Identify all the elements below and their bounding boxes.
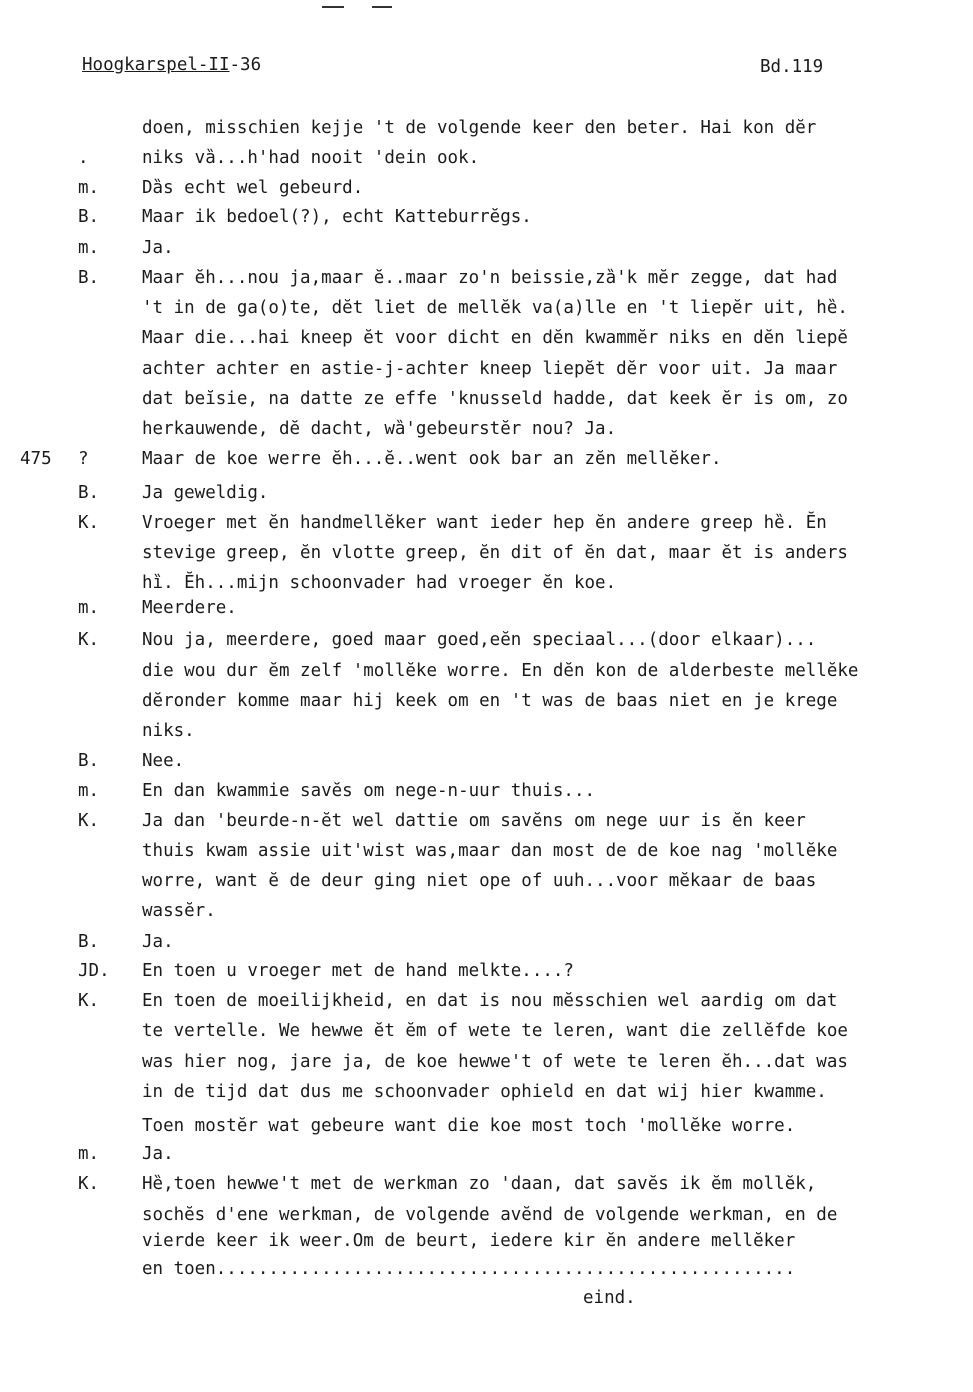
utterance-text: Hȅ,toen hewwe't met de werkman zo 'daan, dat savĕs ik ĕm mollĕk,	[142, 1174, 817, 1194]
speaker-label: B.	[78, 268, 100, 288]
utterance-text: Maar ĕh...nou ja,maar ĕ..maar zo'n beissie,zȁ'k mĕr zegge, dat had	[142, 268, 838, 288]
transcript-line	[0, 389, 973, 413]
transcript-line	[0, 178, 973, 202]
utterance-text: en toen.......................................................	[142, 1259, 796, 1279]
speaker-label: m.	[78, 781, 100, 801]
transcript-line	[0, 513, 973, 537]
transcript-line	[0, 1116, 973, 1140]
speaker-label: K.	[78, 991, 100, 1011]
title-underlined: Hoogkarspel-II	[82, 55, 230, 75]
utterance-text: Ja geweldig.	[142, 483, 269, 503]
utterance-text: Vroeger met ĕn handmellĕker want ieder hep ĕn andere greep hȅ. Ĕn	[142, 513, 827, 533]
transcript-line	[0, 1052, 973, 1076]
speaker-label: K.	[78, 811, 100, 831]
transcript-line	[0, 811, 973, 835]
transcript-line	[0, 1082, 973, 1106]
utterance-text: niks.	[142, 721, 195, 741]
utterance-text: was hier nog, jare ja, de koe hewwe't of wete te leren ĕh...dat was	[142, 1052, 848, 1072]
utterance-text: achter achter en astie-j-achter kneep liepĕt dĕr voor uit. Ja maar	[142, 359, 838, 379]
transcript-line	[0, 1205, 973, 1229]
transcript-line	[0, 871, 973, 895]
transcript-line	[0, 901, 973, 925]
transcript-line	[0, 268, 973, 292]
utterance-text: vierde keer ik weer.Om de beurt, iedere kir ĕn andere mellĕker	[142, 1231, 796, 1251]
utterance-text: Ja.	[142, 932, 174, 952]
utterance-text: worre, want ĕ de deur ging niet ope of uuh...voor mĕkaar de baas	[142, 871, 817, 891]
transcript-line	[0, 721, 973, 745]
utterance-text: in de tijd dat dus me schoonvader ophield en dat wij hier kwamme.	[142, 1082, 827, 1102]
speaker-label: ?	[78, 449, 89, 469]
speaker-label: m.	[78, 178, 100, 198]
utterance-text: sochĕs d'ene werkman, de volgende avĕnd de volgende werkman, en de	[142, 1205, 838, 1225]
speaker-label: B.	[78, 751, 100, 771]
utterance-text: doen, misschien kejje 't de volgende keer den beter. Hai kon dĕr	[142, 118, 817, 138]
utterance-text: Nou ja, meerdere, goed maar goed,eĕn speciaal...(door elkaar)...	[142, 630, 817, 650]
page-top-mark	[322, 6, 344, 8]
speaker-label: m.	[78, 1144, 100, 1164]
utterance-text: Maar ik bedoel(?), echt Katteburrĕgs.	[142, 207, 532, 227]
transcript-line	[0, 118, 973, 142]
utterance-text: hȉ. Ĕh...mijn schoonvader had vroeger ĕn koe.	[142, 573, 617, 593]
transcript-line	[0, 961, 973, 985]
page-top-mark	[372, 6, 392, 8]
utterance-text: Nee.	[142, 751, 185, 771]
utterance-text: Ja dan 'beurde-n-ĕt wel dattie om savĕns om nege uur is ĕn keer	[142, 811, 806, 831]
utterance-text: thuis kwam assie uit'wist was,maar dan most de de koe nag 'mollĕke	[142, 841, 838, 861]
transcript-line	[0, 781, 973, 805]
end-marker: eind.	[583, 1288, 636, 1308]
speaker-label: JD.	[78, 961, 110, 981]
transcript-line	[0, 1231, 973, 1255]
speaker-label: .	[78, 148, 89, 168]
utterance-text: En toen de moeilijkheid, en dat is nou mĕsschien wel aardig om dat	[142, 991, 838, 1011]
utterance-text: niks vȁ...h'had nooit 'dein ook.	[142, 148, 480, 168]
utterance-text: Ja.	[142, 238, 174, 258]
transcript-line	[0, 661, 973, 685]
transcript-line	[0, 1174, 973, 1198]
speaker-label: B.	[78, 483, 100, 503]
utterance-text: Toen mostĕr wat gebeure want die koe most toch 'mollĕke worre.	[142, 1116, 796, 1136]
utterance-text: te vertelle. We hewwe ĕt ĕm of wete te leren, want die zellĕfde koe	[142, 1021, 848, 1041]
transcript-line	[0, 543, 973, 567]
utterance-text: Ja.	[142, 1144, 174, 1164]
utterance-text: En toen u vroeger met de hand melkte....?	[142, 961, 574, 981]
speaker-label: K.	[78, 630, 100, 650]
speaker-label: B.	[78, 932, 100, 952]
utterance-text: Meerdere.	[142, 598, 237, 618]
speaker-label: K.	[78, 513, 100, 533]
speaker-label: K.	[78, 1174, 100, 1194]
title-suffix: -36	[229, 55, 262, 75]
utterance-text: 't in de ga(o)te, dĕt liet de mellĕk va(a)lle en 't liepĕr uit, hȅ.	[142, 298, 848, 318]
transcript-line	[0, 751, 973, 775]
utterance-text: die wou dur ĕm zelf 'mollĕke worre. En dĕn kon de alderbeste mellĕke	[142, 661, 859, 681]
document-title	[82, 55, 261, 75]
transcript-line	[0, 328, 973, 352]
transcript-line	[0, 573, 973, 597]
transcript-line	[0, 991, 973, 1015]
line-number: 475	[20, 449, 52, 469]
transcript-line	[0, 207, 973, 231]
utterance-text: dĕronder komme maar hij keek om en 't was de baas niet en je krege	[142, 691, 838, 711]
utterance-text: herkauwende, dĕ dacht, wȁ'gebeurstĕr nou? Ja.	[142, 419, 617, 439]
transcript-line	[0, 1021, 973, 1045]
transcript-line	[0, 630, 973, 654]
transcript-line	[0, 598, 973, 622]
speaker-label: m.	[78, 598, 100, 618]
transcript-line	[0, 419, 973, 443]
utterance-text: Maar de koe werre ĕh...ĕ..went ook bar an zĕn mellĕker.	[142, 449, 722, 469]
speaker-label: B.	[78, 207, 100, 227]
transcript-line	[0, 148, 973, 172]
utterance-text: dat beĭsie, na datte ze effe 'knusseld hadde, dat keek ĕr is om, zo	[142, 389, 848, 409]
utterance-text: stevige greep, ĕn vlotte greep, ĕn dit of ĕn dat, maar ĕt is anders	[142, 543, 848, 563]
transcript-line	[0, 238, 973, 262]
transcript-line	[0, 932, 973, 956]
transcript-line	[0, 483, 973, 507]
transcript-line	[0, 359, 973, 383]
transcript-line	[0, 1144, 973, 1168]
utterance-text: wassĕr.	[142, 901, 216, 921]
transcript-line	[0, 449, 973, 473]
utterance-text: Maar die...hai kneep ĕt voor dicht en dĕn kwammĕr niks en dĕn liepĕ	[142, 328, 848, 348]
utterance-text: En dan kwammie savĕs om nege-n-uur thuis...	[142, 781, 596, 801]
transcript-line	[0, 691, 973, 715]
page-reference: Bd.119	[760, 57, 824, 77]
utterance-text: Dȁs echt wel gebeurd.	[142, 178, 364, 198]
transcript-line	[0, 298, 973, 322]
speaker-label: m.	[78, 238, 100, 258]
transcript-line	[0, 1259, 973, 1283]
transcript-line	[0, 841, 973, 865]
